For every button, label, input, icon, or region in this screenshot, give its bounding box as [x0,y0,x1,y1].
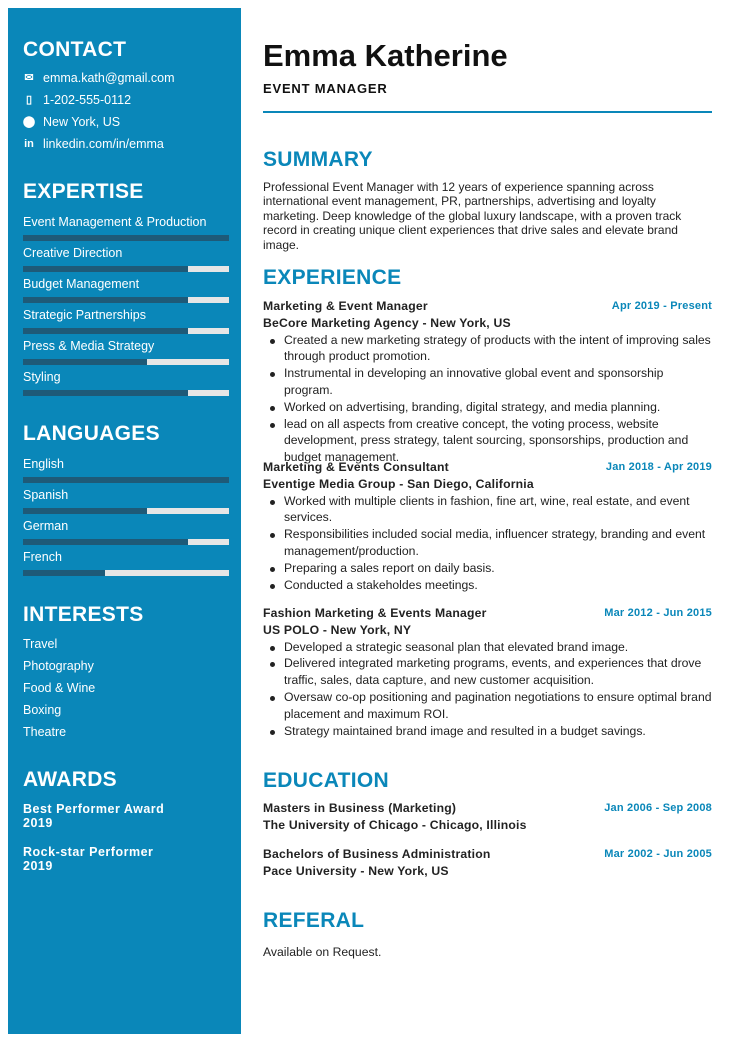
sidebar [8,8,241,1034]
dates: Jan 2006 - Sep 2008 [604,802,712,814]
skill-item [23,456,229,483]
school: The University of Chicago - Chicago, Illinois [263,817,527,832]
bullet-item: Created a new marketing strategy of products with the intent of improving sales through product promotion. [284,332,711,364]
skill-level-bar [23,235,229,241]
award-year: 2019 [23,859,53,873]
bullet-item: lead on all aspects from creative concept, the voting process, website development, press strategy, talent sourcing, sponsorships, production and budget management. [284,416,712,466]
bullet-item: Developed a strategic seasonal plan that elevated brand image. [284,639,712,656]
skill-level-bar [23,359,229,365]
job-dates: Mar 2012 - Jun 2015 [604,607,712,619]
contact-location [23,111,120,133]
referal-text: Available on Request. [263,945,382,959]
interest-item: Travel [23,637,58,651]
skill-item [23,214,229,241]
linkedin-text: linkedin.com/in/emma [43,137,164,151]
languages-heading: LANGUAGES [23,422,160,445]
company: US POLO - New York, NY [263,622,412,637]
phone-text: 1-202-555-0112 [43,93,132,107]
skill-item [23,307,229,334]
interest-item: Food & Wine [23,681,96,695]
linkedin-icon: in [24,138,34,150]
award-item [23,802,164,830]
skill-level-fill [23,235,229,241]
degree: Masters in Business (Marketing) [263,801,457,815]
job-title: EVENT MANAGER [263,81,388,96]
interest-item: Photography [23,659,94,673]
bullet-item: Worked with multiple clients in fashion, fine art, wine, real estate, and event services. [284,493,712,527]
bullet-item: Conducted a stakeholdes meetings. [284,577,712,594]
expertise-heading: EXPERTISE [23,180,144,203]
education-item [263,846,712,880]
job-entry [263,605,712,739]
skill-level-fill [23,570,105,576]
school: Pace University - New York, US [263,863,449,878]
contact-phone [23,89,131,111]
skill-label: Budget Management [23,277,140,291]
bullet-item: Responsibilities included social media, influencer strategy, branding and event management/production. [284,526,712,560]
interest-item: Theatre [23,725,67,739]
bullet-item: Strategy maintained brand image and resulted in a budget savings. [284,723,712,740]
location-pin-icon: ⬤ [22,116,36,128]
skill-label: French [23,550,62,564]
skill-label: Strategic Partnerships [23,308,146,322]
experience-heading: EXPERIENCE [263,266,402,289]
skill-level-fill [23,297,188,303]
skill-label: English [23,457,64,471]
contact-linkedin[interactable] [23,133,164,155]
referal-heading: REFERAL [263,909,365,932]
award-year: 2019 [23,816,53,830]
job-entry [263,459,712,593]
dates: Mar 2002 - Jun 2005 [604,848,712,860]
skill-level-bar [23,390,229,396]
skill-label: Spanish [23,488,69,502]
skill-label: Event Management & Production [23,215,207,229]
skill-level-bar [23,477,229,483]
skill-level-fill [23,390,188,396]
company: BeCore Marketing Agency - New York, US [263,315,511,330]
award-name: Best Performer Award [23,802,165,816]
phone-icon: ▯ [25,94,33,106]
contact-heading: CONTACT [23,38,127,61]
location-text: New York, US [43,115,121,129]
skill-level-fill [23,477,229,483]
summary-text: Professional Event Manager with 12 years of experience spanning across international event management, PR, partnerships, advertising and loyalty marketing. Deep knowledge of the global luxury landscape, with a proven track record in creating unique client experiences that drive sales and elevate brand image. [263,180,682,252]
job-bullets [263,493,712,594]
skill-item [23,338,229,365]
candidate-name: Emma Katherine [263,38,508,73]
job-dates: Apr 2019 - Present [611,300,712,312]
skill-label: Creative Direction [23,246,123,260]
header-divider [263,111,712,113]
job-bullets [263,639,712,740]
skill-level-bar [23,508,229,514]
bullet-item: Oversaw co-op positioning and pagination negotiations to ensure optimal brand placement and maximum ROI. [284,689,712,721]
skill-label: German [23,519,69,533]
degree: Bachelors of Business Administration [263,847,491,861]
award-item [23,845,153,873]
bullet-item: Instrumental in developing an innovative global event and sponsorship program. [284,365,712,399]
education-heading: EDUCATION [263,769,389,792]
job-dates: Jan 2018 - Apr 2019 [605,461,712,473]
bullet-item: Worked on advertising, branding, digital strategy, and media planning. [284,399,712,416]
job-title: Marketing & Events Consultant [263,460,449,474]
skill-level-bar [23,266,229,272]
skill-item [23,549,229,576]
skill-item [23,276,229,303]
skill-level-bar [23,570,229,576]
job-title: Marketing & Event Manager [263,299,428,313]
skill-level-bar [23,297,229,303]
skill-label: Press & Media Strategy [23,339,155,353]
job-bullets [263,332,712,466]
skill-level-fill [23,539,188,545]
job-entry [263,298,712,466]
contact-email[interactable] [23,67,174,89]
skill-level-fill [23,266,188,272]
award-name: Rock-star Performer [23,845,154,859]
bullet-item: Delivered integrated marketing programs, events, and experiences that drove traffic, sales, data capture, and new customer acquisition. [284,655,712,689]
summary-heading: SUMMARY [263,148,373,171]
interest-item: Boxing [23,703,62,717]
skill-label: Styling [23,370,61,384]
awards-heading: AWARDS [23,768,117,791]
skill-level-fill [23,328,188,334]
email-icon: ✉ [24,72,34,84]
education-item [263,800,712,834]
skill-item [23,518,229,545]
skill-item [23,245,229,272]
skill-level-fill [23,508,147,514]
skill-item [23,369,229,396]
skill-level-bar [23,328,229,334]
company: Eventige Media Group - San Diego, California [263,476,534,491]
bullet-item: Preparing a sales report on daily basis. [284,560,712,577]
interests-heading: INTERESTS [23,603,144,626]
skill-level-fill [23,359,147,365]
email-text: emma.kath@gmail.com [43,71,175,85]
job-title: Fashion Marketing & Events Manager [263,606,487,620]
skill-level-bar [23,539,229,545]
skill-item [23,487,229,514]
